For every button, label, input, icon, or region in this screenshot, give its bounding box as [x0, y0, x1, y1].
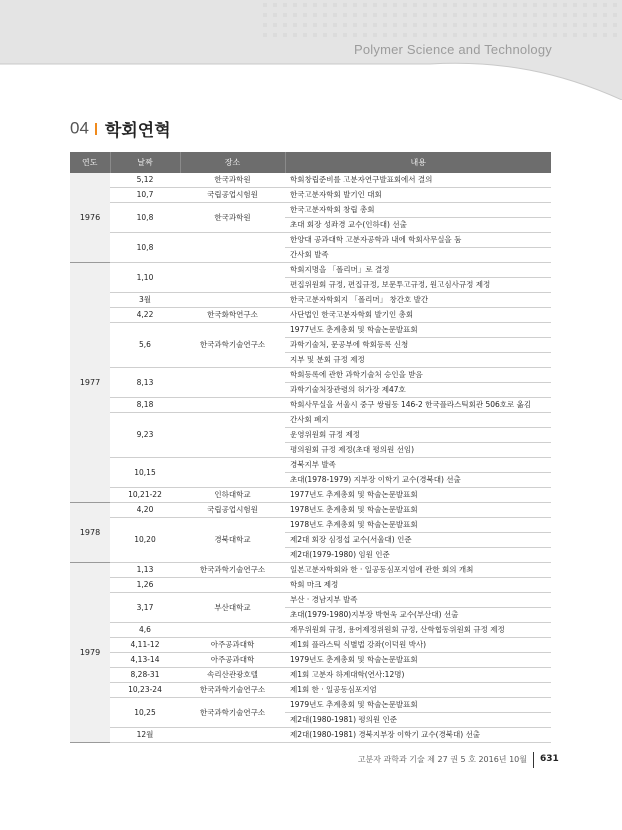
- event-cell: 한국고분자학회 창립 총회: [285, 203, 551, 218]
- event-cell: 제2대(1979-1980) 임원 인준: [285, 548, 551, 563]
- date-cell: 10,20: [110, 518, 180, 563]
- table-row: [70, 173, 551, 188]
- column-header-content: 내용: [285, 152, 551, 173]
- date-cell: 3월: [110, 293, 180, 308]
- event-cell: 학회창립준비를 고분자연구발표회에서 결의: [285, 173, 551, 188]
- journal-title: Polymer Science and Technology: [354, 42, 552, 57]
- place-cell: 한국과학원: [180, 173, 285, 188]
- date-cell: 1,26: [110, 578, 180, 593]
- event-cell: 간사회 발족: [285, 248, 551, 263]
- place-cell: 속리산관광호텔: [180, 668, 285, 683]
- date-cell: 8,13: [110, 368, 180, 398]
- table-row: [70, 683, 551, 698]
- event-cell: 한국고분자학회 발기인 대회: [285, 188, 551, 203]
- table-row: [70, 518, 551, 533]
- table-row: [70, 653, 551, 668]
- table-row: [70, 563, 551, 578]
- event-cell: 부산 · 경남지부 발족: [285, 593, 551, 608]
- place-cell-empty: [180, 728, 285, 743]
- table-row: [70, 308, 551, 323]
- event-cell: 간사회 폐지: [285, 413, 551, 428]
- place-cell: 아주공과대학: [180, 638, 285, 653]
- section-number: 04: [70, 118, 89, 138]
- year-cell: 1978: [70, 503, 110, 563]
- section-title: 학회연혁: [104, 121, 171, 140]
- place-cell-empty: [180, 398, 285, 413]
- date-cell: 9,23: [110, 413, 180, 458]
- table-row: [70, 593, 551, 608]
- table-row: [70, 368, 551, 383]
- place-cell-empty: [180, 263, 285, 293]
- date-cell: 10,23-24: [110, 683, 180, 698]
- event-cell: 1979년도 추계총회 및 학술논문발표회: [285, 698, 551, 713]
- date-cell: 4,13-14: [110, 653, 180, 668]
- event-cell: 제2대(1980-1981) 경북지부장 이학기 교수(경북대) 선출: [285, 728, 551, 743]
- event-cell: 학회 마크 제정: [285, 578, 551, 593]
- date-cell: 1,10: [110, 263, 180, 293]
- table-row: [70, 638, 551, 653]
- year-cell: 1976: [70, 173, 110, 263]
- date-cell: 5,6: [110, 323, 180, 368]
- table-row: [70, 698, 551, 713]
- place-cell-empty: [180, 578, 285, 593]
- year-cell: 1977: [70, 263, 110, 503]
- table-row: [70, 398, 551, 413]
- table-row: [70, 728, 551, 743]
- event-cell: 편집위원회 규정, 편집규정, 보문투고규정, 원고심사규정 제정: [285, 278, 551, 293]
- place-cell-empty: [180, 293, 285, 308]
- event-cell: 1978년도 추계총회 및 학술논문발표회: [285, 518, 551, 533]
- event-cell: 과학기술처장관령의 허가장 제47호: [285, 383, 551, 398]
- place-cell: 한국과학기술연구소: [180, 683, 285, 698]
- place-cell-empty: [180, 623, 285, 638]
- date-cell: 4,6: [110, 623, 180, 638]
- date-cell: 10,25: [110, 698, 180, 728]
- event-cell: 제1회 플라스틱 식별법 강좌(이덕원 박사): [285, 638, 551, 653]
- page-footer: [0, 751, 622, 769]
- date-cell: 8,28-31: [110, 668, 180, 683]
- place-cell-empty: [180, 413, 285, 458]
- table-header-row: [70, 152, 551, 173]
- table-row: [70, 668, 551, 683]
- table-row: [70, 623, 551, 638]
- table-row: [70, 458, 551, 473]
- place-cell: 부산대학교: [180, 593, 285, 623]
- event-cell: 1978년도 춘계총회 및 학술논문발표회: [285, 503, 551, 518]
- date-cell: 12월: [110, 728, 180, 743]
- event-cell: 1979년도 춘계총회 및 학술논문발표회: [285, 653, 551, 668]
- header-band: [0, 0, 622, 100]
- date-cell: 8,18: [110, 398, 180, 413]
- column-header-date: 날짜: [110, 152, 180, 173]
- event-cell: 일본고분자학회와 한 · 일공동심포지엄에 관한 회의 개최: [285, 563, 551, 578]
- place-cell: 국립공업시험원: [180, 503, 285, 518]
- date-cell: 10,7: [110, 188, 180, 203]
- event-cell: 1977년도 춘계총회 및 학술논문발표회: [285, 323, 551, 338]
- place-cell-empty: [180, 458, 285, 488]
- table-row: [70, 293, 551, 308]
- year-cell: 1979: [70, 563, 110, 743]
- event-cell: 초대(1978-1979) 지부장 이학기 교수(경북대) 선출: [285, 473, 551, 488]
- place-cell: 한국과학기술연구소: [180, 323, 285, 368]
- date-cell: 5,12: [110, 173, 180, 188]
- event-cell: 학회지명을 「폴리머」로 결정: [285, 263, 551, 278]
- date-cell: 10,8: [110, 203, 180, 233]
- date-cell: 4,20: [110, 503, 180, 518]
- date-cell: 10,21-22: [110, 488, 180, 503]
- event-cell: 초대(1979-1980)지부장 박현욱 교수(부산대) 선출: [285, 608, 551, 623]
- footer-divider: [533, 752, 534, 768]
- event-cell: 초대 회장 성좌경 교수(인하대) 선출: [285, 218, 551, 233]
- table-row: [70, 233, 551, 248]
- place-cell-empty: [180, 233, 285, 263]
- date-cell: 4,11-12: [110, 638, 180, 653]
- event-cell: 지부 및 분회 규정 제정: [285, 353, 551, 368]
- table-row: [70, 188, 551, 203]
- event-cell: 경북지부 발족: [285, 458, 551, 473]
- table-row: [70, 263, 551, 278]
- event-cell: 학회등록에 관한 과학기술처 승인을 받음: [285, 368, 551, 383]
- table-row: [70, 203, 551, 218]
- event-cell: 재무위원회 규정, 용어제정위원회 규정, 산학협동위원회 규정 제정: [285, 623, 551, 638]
- event-cell: 학회사무실을 서울시 중구 쌍림동 146-2 한국플라스틱회관 506호로 옮김: [285, 398, 551, 413]
- event-cell: 제1회 한 · 일공동심포지엄: [285, 683, 551, 698]
- place-cell: 한국과학기술연구소: [180, 698, 285, 728]
- date-cell: 1,13: [110, 563, 180, 578]
- event-cell: 사단법인 한국고분자학회 발기인 총회: [285, 308, 551, 323]
- page-number: 631: [540, 754, 559, 764]
- table-row: [70, 323, 551, 338]
- footer-journal-info: 고분자 과학과 기술 제 27 권 5 호 2016년 10월: [357, 755, 527, 764]
- date-cell: 10,8: [110, 233, 180, 263]
- place-cell: 인하대학교: [180, 488, 285, 503]
- table-row: [70, 503, 551, 518]
- place-cell: 한국과학기술연구소: [180, 563, 285, 578]
- place-cell: 한국화학연구소: [180, 308, 285, 323]
- event-cell: 한양대 공과대학 고분자공학과 내에 학회사무실을 둠: [285, 233, 551, 248]
- event-cell: 과학기술처, 문공부에 학회등록 신청: [285, 338, 551, 353]
- date-cell: 3,17: [110, 593, 180, 623]
- place-cell: 경북대학교: [180, 518, 285, 563]
- event-cell: 제1회 고분자 하계대학(연사:12명): [285, 668, 551, 683]
- history-table: [70, 152, 551, 743]
- event-cell: 1977년도 추계총회 및 학술논문발표회: [285, 488, 551, 503]
- event-cell: 제2대(1980-1981) 평의원 인준: [285, 713, 551, 728]
- event-cell: 평의원회 규정 제정(초대 평의원 선임): [285, 443, 551, 458]
- place-cell: 국립공업시험원: [180, 188, 285, 203]
- table-row: [70, 578, 551, 593]
- date-cell: 10,15: [110, 458, 180, 488]
- section-divider: [95, 123, 97, 135]
- place-cell: 아주공과대학: [180, 653, 285, 668]
- table-row: [70, 488, 551, 503]
- event-cell: 운영위원회 규정 제정: [285, 428, 551, 443]
- column-header-year: 연도: [70, 152, 110, 173]
- place-cell-empty: [180, 368, 285, 398]
- column-header-place: 장소: [180, 152, 285, 173]
- event-cell: 제2대 회장 심정섭 교수(서울대) 인준: [285, 533, 551, 548]
- event-cell: 한국고분자학회지 「폴리머」 창간호 발간: [285, 293, 551, 308]
- table-row: [70, 413, 551, 428]
- date-cell: 4,22: [110, 308, 180, 323]
- section-heading: [70, 116, 171, 141]
- place-cell: 한국과학원: [180, 203, 285, 233]
